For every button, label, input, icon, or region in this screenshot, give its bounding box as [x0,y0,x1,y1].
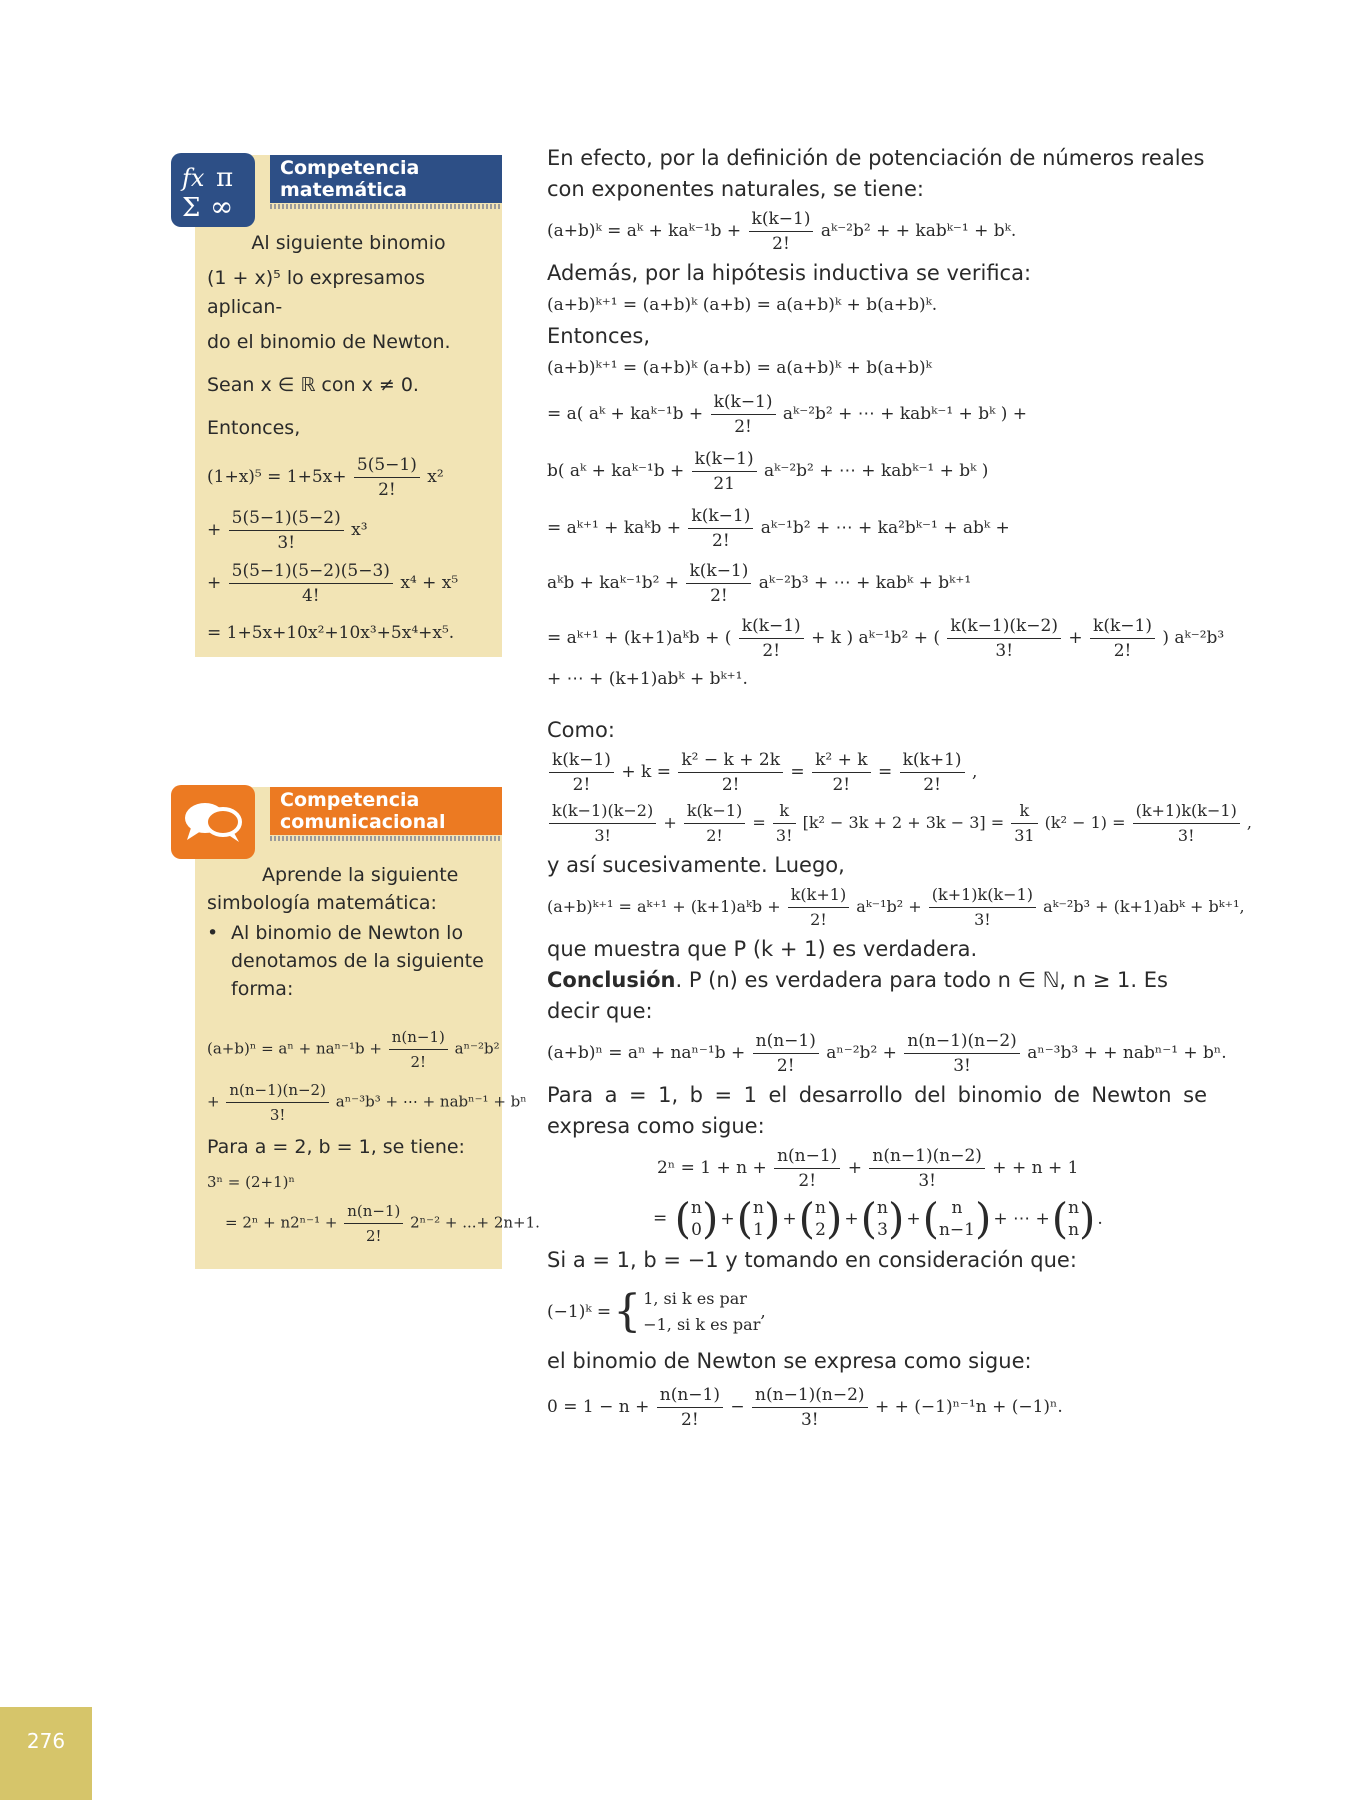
binomial-coefficient: ( n n ) [1051,1194,1096,1243]
binomial-coefficient: ( n 1 ) [736,1194,781,1243]
equation-result-k1: (a+b)ᵏ⁺¹ = aᵏ⁺¹ + (k+1)aᵏb + $\frac{k(k+1)}{2!}$ aᵏ⁻¹b² + $\frac{(k+1)k(k-1)}{3!}$ aᵏ⁻²b³ + (k+1)abᵏ + bᵏ⁺¹, [547,885,1245,929]
binomial-operator: + ⋯ + [993,1208,1050,1229]
equation-step-5: aᵏb + kaᵏ⁻¹b² + $\frac{k(k-1)}{2!}$ aᵏ⁻²b³ + ⋯ + kabᵏ + bᵏ⁺¹ [547,561,972,606]
comm-card-body [195,861,540,1266]
comm-card-intro: Aprende la siguiente simbología matemática: [207,864,459,914]
paragraph-definition: En efecto, por la definición de potenciación de números reales con exponentes naturales, se tiene: [547,146,1205,201]
equation-step-4: = aᵏ⁺¹ + kaᵏb + $\frac{k(k-1)}{2!}$ aᵏ⁻¹b² + ⋯ + ka²bᵏ⁻¹ + abᵏ + [547,506,1010,551]
equation-step-7: + ⋯ + (k+1)abᵏ + bᵏ⁺¹. [547,669,748,689]
paragraph-el-binomio: el binomio de Newton se expresa como sigue: [547,1349,1032,1373]
comm-card-formula-1: (a+b)ⁿ = aⁿ + naⁿ⁻¹b + $\frac{n(n-1)}{2!}$ aⁿ⁻²b² [207,1025,490,1074]
svg-text:Σ: Σ [182,193,201,222]
math-card-intro-2: (1 + x)⁵ lo expresamos aplican- [207,267,426,318]
paragraph-verdadera: que muestra que P (k + 1) es verdadera. [547,937,978,961]
page-number: 276 [0,1707,92,1800]
paragraph-luego: y así sucesivamente. Luego, [547,853,845,877]
paragraph-como: Como: [547,718,615,742]
comm-card-title: Competencia comunicacional [270,787,502,835]
paragraph-si-a1: Si a = 1, b = −1 y tomando en consideración que: [547,1248,1077,1272]
math-card-title: Competencia matemática [270,155,502,203]
binomial-operator: + [844,1208,859,1229]
math-card-eq1: (1+x)⁵ = 1+5x+ $\frac{5(5-1)}{2!}$ x² [207,455,444,500]
equation-piecewise: (−1)ᵏ = { 1, si k es par −1, si k es par , [547,1286,766,1337]
main-text-column [547,143,1253,1434]
paragraph-para-a1: Para a = 1, b = 1 el desarrollo del binomio de Newton se expresa como sigue: [547,1083,1207,1138]
binomial-end-period: . [1097,1208,1103,1229]
equation-zero: 0 = 1 − n + $\frac{n(n-1)}{2!}$ − $\frac{n(n-1)(n-2)}{3!}$ + + (−1)ⁿ⁻¹n + (−1)ⁿ. [547,1385,1063,1430]
math-card-eq3: + $\frac{5(5-1)(5-2)(5-3)}{4!}$ x⁴ + x⁵ [207,561,459,606]
equation-step-1: (a+b)ᵏ⁺¹ = (a+b)ᵏ (a+b) = a(a+b)ᵏ + b(a+b)ᵏ [547,358,932,378]
equation-newton-binomial: (a+b)ⁿ = aⁿ + naⁿ⁻¹b + $\frac{n(n-1)}{2!}$ aⁿ⁻²b² + $\frac{n(n-1)(n-2)}{3!}$ aⁿ⁻³b³ + + nabⁿ⁻¹ + bⁿ. [547,1031,1227,1076]
svg-text:∞: ∞ [210,190,234,222]
paragraph-entonces: Entonces, [547,324,651,348]
comm-card-bullet: • Al binomio de Newton lo denotamos de la siguiente forma: [207,922,484,1000]
math-card-intro-3: do el binomio de Newton. [207,331,451,353]
comm-card-para: Para a = 2, b = 1, se tiene: [207,1136,465,1158]
speech-bubbles-icon [171,785,255,859]
equation-expansion-k: (a+b)ᵏ = aᵏ + kaᵏ⁻¹b + $\frac{k(k-1)}{2!}$ aᵏ⁻²b² + + kabᵏ⁻¹ + bᵏ. [547,209,1017,254]
comm-card-formula-2: + $\frac{n(n-1)(n-2)}{3!}$ aⁿ⁻³b³ + ⋯ + nabⁿ⁻¹ + bⁿ [207,1078,490,1127]
equation-binomial-sum: = ( n 0 ) + ( n 1 ) + ( n 2 ) + ( n 3 ) + ( n n−1 ) + ⋯ + ( n n ) . [653,1194,1103,1243]
comm-card-formula-4: = 2ⁿ + n2ⁿ⁻¹ + $\frac{n(n-1)}{2!}$ 2ⁿ⁻² + ...+ 2n+1. [207,1199,490,1248]
binomial-coefficient: ( n n−1 ) [922,1194,992,1243]
math-card-intro: Al siguiente binomio [251,232,446,254]
svg-text:fx: fx [182,164,205,192]
equation-two-power: 2ⁿ = 1 + n + $\frac{n(n-1)}{2!}$ + $\frac{n(n-1)(n-2)}{3!}$ + + n + 1 [657,1146,1079,1191]
binomial-operator: + [906,1208,921,1229]
binomial-operator: + [782,1208,797,1229]
equation-identity-1: $\frac{k(k-1)}{2!}$ + k = $\frac{\text{k² − k + 2k}}{2!}$ = $\frac{\text{k² + k}}{2!}$ = $\frac{k(k+1)}{2!}$ , [547,748,1207,797]
math-card-domain: Sean x ∈ ℝ con x ≠ 0. [207,374,419,396]
comm-card-formula-3: 3ⁿ = (2+1)ⁿ [207,1173,295,1191]
equation-step-2: = a( aᵏ + kaᵏ⁻¹b + $\frac{k(k-1)}{2!}$ aᵏ⁻²b² + ⋯ + kabᵏ⁻¹ + bᵏ ) + [547,392,1027,437]
binomial-coefficient: ( n 3 ) [860,1194,905,1243]
equation-step-6: = aᵏ⁺¹ + (k+1)aᵏb + ( $\frac{k(k-1)}{2!}$ + k ) aᵏ⁻¹b² + ( $\frac{k(k-1)(k-2)}{3!}$ + $\frac{k(k-1)}{2!}$ ) aᵏ⁻²b³ [547,616,1225,661]
math-card-eq4: = 1+5x+10x²+10x³+5x⁴+x⁵. [207,623,455,643]
math-card-entonces: Entonces, [207,417,301,439]
binomial-operator: + [720,1208,735,1229]
math-symbols-icon [171,153,255,227]
paragraph-hypothesis: Además, por la hipótesis inductiva se verifica: [547,261,1032,285]
binomial-coefficient: ( n 0 ) [674,1194,719,1243]
communication-competency-card [195,787,540,1269]
math-card-eq2: + $\frac{5(5-1)(5-2)}{3!}$ x³ [207,508,368,553]
math-competency-card [182,155,502,657]
equation-inductive: (a+b)ᵏ⁺¹ = (a+b)ᵏ (a+b) = a(a+b)ᵏ + b(a+b)ᵏ. [547,295,938,315]
paragraph-conclusion: Conclusión. P (n) es verdadera para todo n ∈ ℕ, n ≥ 1. Es decir que: [547,968,1168,1023]
math-card-header [182,155,502,229]
equation-step-3: b( aᵏ + kaᵏ⁻¹b + $\frac{k(k-1)}{21}$ aᵏ⁻²b² + ⋯ + kabᵏ⁻¹ + bᵏ ) [547,449,989,494]
math-card-body [195,229,502,664]
comm-card-header [195,787,502,861]
svg-text:π: π [216,163,234,193]
binomial-coefficient: ( n 2 ) [798,1194,843,1243]
equation-identity-2: $\frac{k(k-1)(k-2)}{3!}$ + $\frac{k(k-1)}{2!}$ = $\frac{k}{3!}$ [k² − 3k + 2 + 3k − 3] = $\frac{k}{31}$ (k² − 1) = $\frac{(k+1)k(k-1)}{3!}$ , [547,799,1207,848]
